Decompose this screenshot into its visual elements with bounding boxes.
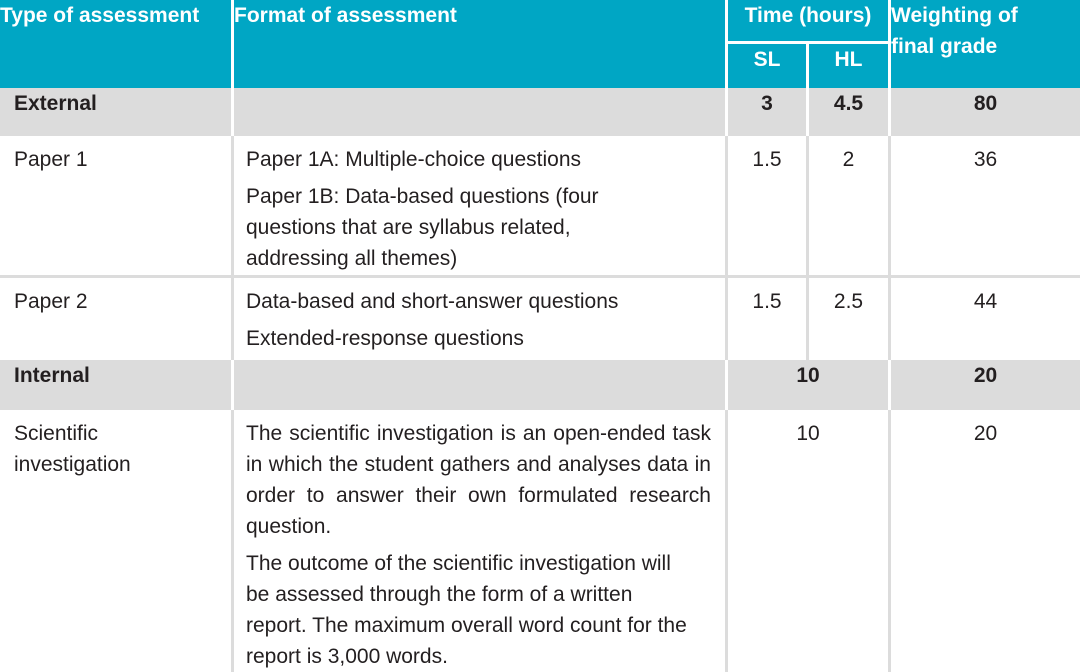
header-weighting bbox=[891, 0, 1080, 88]
table-row-scientific-investigation bbox=[0, 410, 1080, 672]
header-weighting-line1: Weighting of bbox=[891, 4, 1018, 27]
paper-1-sl: 1.5 bbox=[728, 136, 809, 278]
paper-1-format bbox=[234, 136, 728, 278]
section-external-sl: 3 bbox=[728, 88, 809, 136]
header-time-hours: Time (hours) bbox=[728, 0, 891, 44]
header-type-of-assessment: Type of assessment bbox=[0, 0, 234, 88]
paper-2-weighting: 44 bbox=[891, 278, 1080, 360]
section-label-internal: Internal bbox=[0, 360, 234, 410]
investigation-weighting: 20 bbox=[891, 410, 1080, 672]
paper-2-hl: 2.5 bbox=[809, 278, 891, 360]
paper-2-format-1: Data-based and short-answer questions bbox=[246, 290, 619, 313]
section-row-internal bbox=[0, 360, 1080, 410]
header-weighting-line2: final grade bbox=[891, 35, 998, 58]
paper-1-format-1b: Paper 1B: Data-based questions (four questions that are syllabus related, addressing all themes) bbox=[246, 185, 599, 270]
section-row-external bbox=[0, 88, 1080, 136]
paper-2-name: Paper 2 bbox=[0, 278, 234, 360]
header-row bbox=[0, 0, 1080, 44]
section-format-empty bbox=[234, 360, 728, 410]
header-hl: HL bbox=[809, 44, 891, 88]
paper-2-format-2: Extended-response questions bbox=[246, 327, 524, 350]
investigation-format-1: The scientific investigation is an open-ended task in which the student gathers and analyses data in order to answer their own formulated research question. bbox=[246, 422, 711, 538]
paper-2-sl: 1.5 bbox=[728, 278, 809, 360]
header-sl: SL bbox=[728, 44, 809, 88]
investigation-format-2: The outcome of the scientific investigation will be assessed through the form of a written report. The maximum overall word count for the report is 3,000 words. bbox=[246, 552, 687, 668]
investigation-name-text: Scientific investigation bbox=[14, 422, 131, 476]
paper-2-format bbox=[234, 278, 728, 360]
paper-1-name: Paper 1 bbox=[0, 136, 234, 278]
section-external-weighting: 80 bbox=[891, 88, 1080, 136]
investigation-time: 10 bbox=[728, 410, 891, 672]
section-external-hl: 4.5 bbox=[809, 88, 891, 136]
section-internal-time: 10 bbox=[728, 360, 891, 410]
investigation-format bbox=[234, 410, 728, 672]
table-row-paper-2 bbox=[0, 278, 1080, 360]
paper-1-hl: 2 bbox=[809, 136, 891, 278]
table-row-paper-1 bbox=[0, 136, 1080, 278]
section-internal-weighting: 20 bbox=[891, 360, 1080, 410]
section-label-external: External bbox=[0, 88, 234, 136]
paper-1-weighting: 36 bbox=[891, 136, 1080, 278]
investigation-name bbox=[0, 410, 234, 672]
header-format-of-assessment: Format of assessment bbox=[234, 0, 728, 88]
section-format-empty bbox=[234, 88, 728, 136]
paper-1-format-1a: Paper 1A: Multiple-choice questions bbox=[246, 148, 582, 171]
